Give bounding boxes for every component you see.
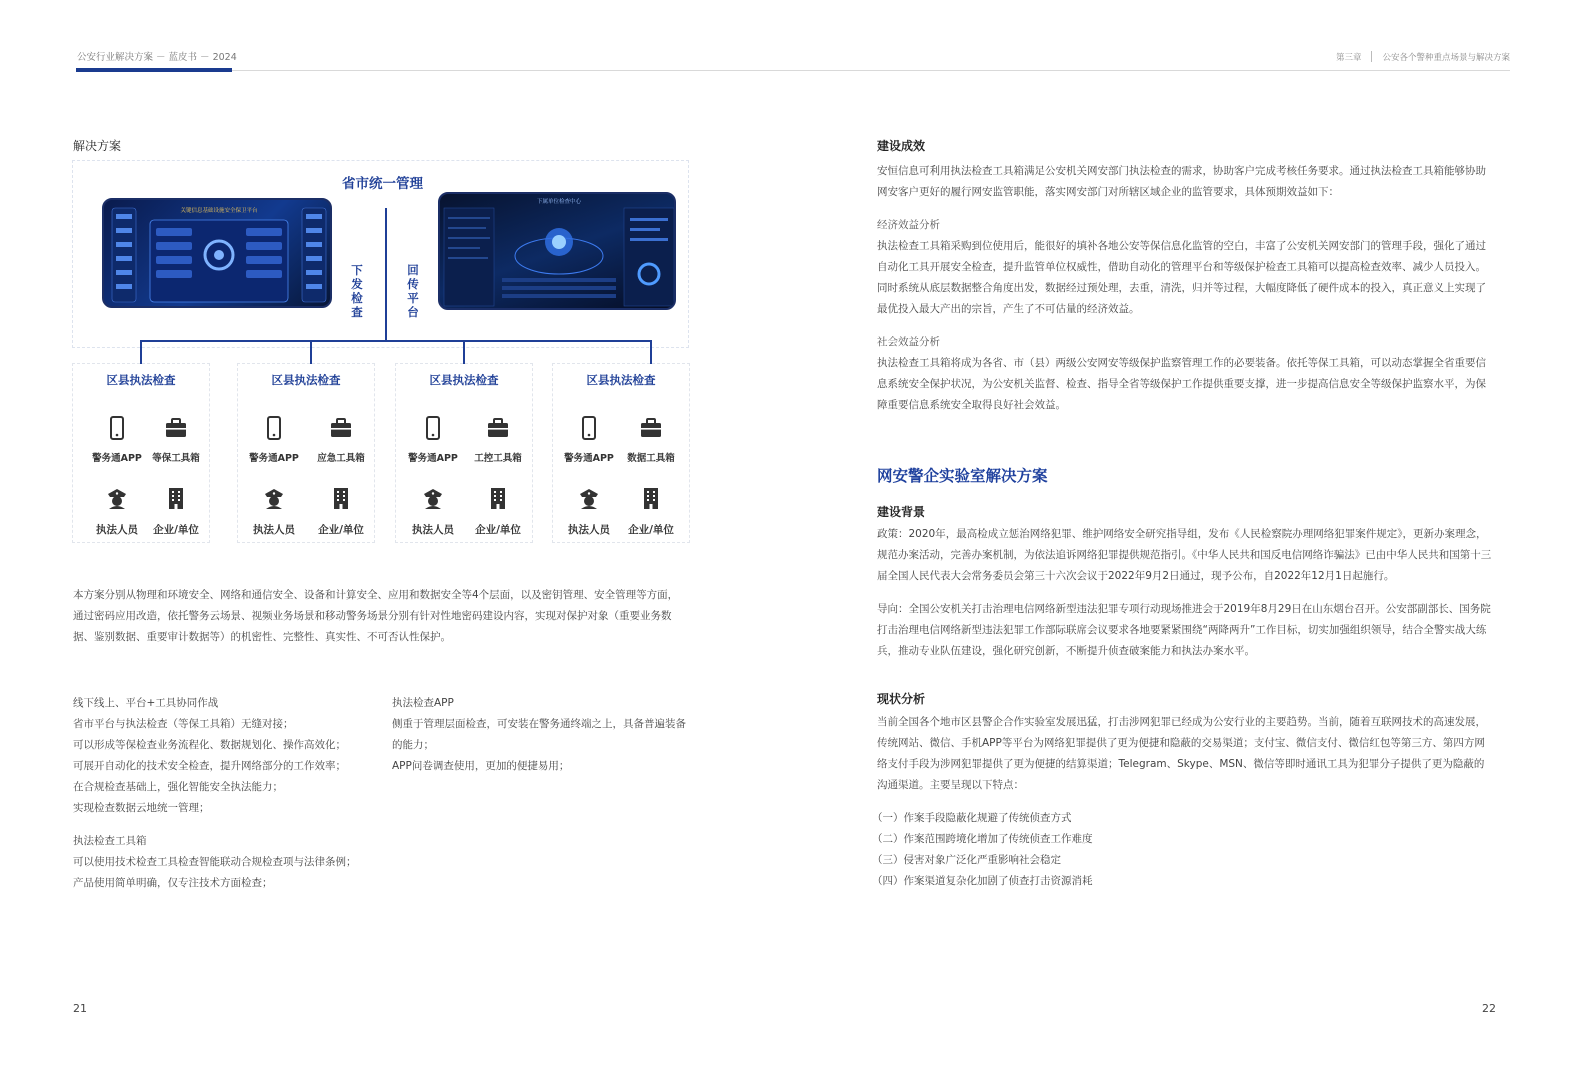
page-number-left: 21 — [73, 1002, 87, 1015]
text-line: 执法检查工具箱将成为各省、市（县）两级公安网安等级保护监察管理工作的必要装备。依托等保工具箱，可以动态掌握全省重要信 — [877, 357, 1486, 369]
toolbox-label: 应急工具箱 — [317, 453, 365, 464]
phone-icon — [577, 416, 601, 440]
police-officer-icon — [105, 486, 129, 510]
connector-drop — [140, 340, 142, 364]
text-line: 政策：2020年，最高检成立惩治网络犯罪、维护网络安全研究指导组，发布《人民检察院办理网络犯罪案件规定》，更新办案理念， — [877, 528, 1487, 540]
collab-heading: 线下线上、平台+工具协同作战 — [73, 697, 219, 709]
text-line: 通过密码应用改造，依托警务云场景、视频业务场景和移动警务场景分别有针对性地密码建设内容，实现对保护对象（重要业务数 — [73, 610, 672, 622]
text-line: 传统网站、微信、手机APP等平台为网络犯罪提供了更为便捷和隐蔽的交易渠道；支付宝、微信支付、微信红包等第三方、第四方网 — [877, 737, 1485, 749]
toolbox-icon — [164, 416, 188, 440]
building-icon — [486, 486, 510, 510]
collab-block — [73, 693, 393, 819]
officer-label: 执法人员 — [568, 524, 610, 536]
phone-icon — [105, 416, 129, 440]
results-heading: 建设成效 — [877, 139, 926, 153]
toolbox-cell — [310, 416, 372, 464]
app-cell — [86, 416, 148, 464]
list-item: 侧重于管理层面检查，可安装在警务通终端之上，具备普遍装备 — [392, 718, 686, 730]
officer-cell — [558, 486, 620, 537]
platform-screenshot-left — [102, 198, 332, 308]
list-item: 的能力； — [392, 739, 434, 751]
header-accent-bar — [76, 68, 232, 72]
phone-icon — [421, 416, 445, 440]
page-number-right: 22 — [1482, 1002, 1496, 1015]
text-line: 障重要信息系统安全取得良好社会效益。 — [877, 399, 1066, 411]
officer-cell — [402, 486, 464, 537]
status-paragraph — [877, 712, 1517, 796]
app-label: 警务通APP — [92, 453, 142, 464]
screen1-title: 关键信息基础设施安全保卫平台 — [180, 208, 258, 214]
economic-paragraph — [877, 236, 1517, 320]
list-item: 省市平台与执法检查（等保工具箱）无缝对接； — [73, 718, 294, 730]
app-label: 警务通APP — [408, 453, 458, 464]
platform-screenshot-right — [438, 192, 676, 310]
connector-horizontal — [140, 340, 652, 342]
county-box — [395, 363, 533, 543]
police-officer-icon — [421, 486, 445, 510]
enterprise-label: 企业/单位 — [475, 524, 521, 536]
county-box — [237, 363, 375, 543]
officer-cell — [243, 486, 305, 537]
building-icon — [639, 486, 663, 510]
toolbox-cell — [145, 416, 207, 464]
app-cell — [243, 416, 305, 464]
text-line: 息系统安全保护状况，为公安机关监督、检查、指导全省等级保护工作提供重要支撑，进一步提高信息安全等级保护监察水平，为保 — [877, 378, 1486, 390]
enterprise-label: 企业/单位 — [628, 524, 674, 536]
list-item: 可以使用技术检查工具检查智能联动合规检查项与法律条例； — [73, 856, 357, 868]
toolbox-icon — [329, 416, 353, 440]
county-title: 区县执法检查 — [586, 373, 656, 387]
toolbox-cell — [467, 416, 529, 464]
list-item: APP问卷调查使用，更加的便捷易用； — [392, 760, 570, 772]
enterprise-label: 企业/单位 — [318, 524, 364, 536]
list-item: （三）侵害对象广泛化严重影响社会稳定 — [872, 854, 1061, 866]
economic-heading: 经济效益分析 — [877, 219, 940, 231]
app-block — [392, 693, 702, 777]
enterprise-cell — [310, 486, 372, 537]
officer-label: 执法人员 — [412, 524, 454, 536]
status-heading: 现状分析 — [877, 692, 926, 706]
toolbox-label: 等保工具箱 — [152, 453, 200, 464]
text-line: 同时系统从底层数据整合角度出发，数据经过预处理，去重，清洗，归并等过程，大幅度降低了硬件成本的投入，真正意义上实现了 — [877, 282, 1486, 294]
toolbox-heading: 执法检查工具箱 — [73, 835, 147, 847]
section-title: 网安警企实验室解决方案 — [877, 467, 1048, 485]
connector-drop — [310, 340, 312, 364]
app-label: 警务通APP — [249, 453, 299, 464]
feature-list — [872, 808, 1272, 892]
text-line: 最优投入最大产出的宗旨，产生了不可估量的经济效益。 — [877, 303, 1140, 315]
app-heading: 执法检查APP — [392, 697, 454, 709]
officer-label: 执法人员 — [96, 524, 138, 536]
screen2-title: 下属单位检查中心 — [536, 199, 582, 205]
toolbox-block — [73, 831, 403, 894]
connector-vertical — [385, 208, 387, 340]
arrow-up-label: 回传平台 — [407, 263, 419, 319]
background-heading: 建设背景 — [877, 505, 926, 519]
text-line: 执法检查工具箱采购到位使用后，能很好的填补各地公安等保信息化监管的空白，丰富了公安机关网安部门的管理手段，强化了通过 — [877, 240, 1486, 252]
county-title: 区县执法检查 — [106, 373, 176, 387]
county-title: 区县执法检查 — [271, 373, 341, 387]
intro-paragraph — [73, 585, 703, 648]
guide-paragraph — [877, 599, 1517, 662]
text-line: 兵，推动专业队伍建设，强化研究创新，不断提升侦查破案能力和执法办案水平。 — [877, 645, 1255, 657]
list-item: （一）作案手段隐蔽化规避了传统侦查方式 — [872, 812, 1072, 824]
chapter-label: 第三章 — [1335, 53, 1362, 63]
text-line: 自动化工具开展安全检查，提升监管单位权威性，借助自动化的管理平台和等级保护检查工具箱可以提高检查效率、减少人员投入。 — [877, 261, 1486, 273]
toolbox-label: 数据工具箱 — [627, 453, 675, 464]
app-cell — [402, 416, 464, 464]
header-rule — [76, 70, 1510, 71]
chapter-title: 公安各个警种重点场景与解决方案 — [1382, 53, 1510, 63]
toolbox-label: 工控工具箱 — [474, 453, 522, 464]
results-paragraph — [877, 161, 1517, 203]
arrow-down-label: 下发检查 — [351, 263, 363, 319]
policy-paragraph — [877, 524, 1517, 587]
building-icon — [164, 486, 188, 510]
enterprise-cell — [620, 486, 682, 537]
header-separator — [1371, 51, 1372, 62]
toolbox-cell — [620, 416, 682, 464]
social-heading: 社会效益分析 — [877, 336, 940, 348]
text-line: 沟通渠道。主要呈现以下特点： — [877, 779, 1024, 791]
connector-drop — [650, 340, 652, 364]
list-item: 实现检查数据云地统一管理； — [73, 802, 210, 814]
county-box — [72, 363, 210, 543]
social-paragraph — [877, 353, 1517, 416]
diagram-title: 省市统一管理 — [342, 176, 423, 192]
app-label: 警务通APP — [564, 453, 614, 464]
enterprise-cell — [467, 486, 529, 537]
toolbox-icon — [639, 416, 663, 440]
police-officer-icon — [262, 486, 286, 510]
list-item: 可以形成等保检查业务流程化、数据规划化、操作高效化； — [73, 739, 346, 751]
building-icon — [329, 486, 353, 510]
county-box — [552, 363, 690, 543]
phone-icon — [262, 416, 286, 440]
list-item: （二）作案范围跨境化增加了传统侦查工作难度 — [872, 833, 1093, 845]
list-item: 可展开自动化的技术安全检查，提升网络部分的工作效率； — [73, 760, 346, 772]
architecture-diagram — [72, 160, 692, 548]
connector-drop — [463, 340, 465, 364]
text-line: 网安客户更好的履行网安监管职能，落实网安部门对所辖区域企业的监管要求，具体预期效益如下： — [877, 186, 1339, 198]
enterprise-cell — [145, 486, 207, 537]
text-line: 届全国人民代表大会常务委员会第三十六次会议于2022年9月2日通过，现予公布，自2022年12月1日起施行。 — [877, 570, 1395, 582]
toolbox-icon — [486, 416, 510, 440]
text-line: 当前全国各个地市区县警企合作实验室发展迅猛，打击涉网犯罪已经成为公安行业的主要趋势。当前，随着互联网技术的高速发展， — [877, 716, 1486, 728]
text-line: 打击治理电信网络新型违法犯罪工作部际联席会议要求各地要紧紧围绕“两降两升”工作目标，切实加强组织领导，结合全警实战大练 — [877, 624, 1487, 636]
officer-cell — [86, 486, 148, 537]
officer-label: 执法人员 — [253, 524, 295, 536]
text-line: 据、鉴别数据、重要审计数据等）的机密性、完整性、真实性、不可否认性保护。 — [73, 631, 451, 643]
text-line: 安恒信息可利用执法检查工具箱满足公安机关网安部门执法检查的需求，协助客户完成考核任务要求。通过执法检查工具箱能够协助 — [877, 165, 1486, 177]
county-title: 区县执法检查 — [429, 373, 499, 387]
text-line: 络支付手段为涉网犯罪提供了更为便捷的结算渠道；Telegram、Skype、MSN、微信等即时通讯工具为犯罪分子提供了更为隐蔽的 — [877, 758, 1485, 770]
app-cell — [558, 416, 620, 464]
text-line: 导向：全国公安机关打击治理电信网络新型违法犯罪专项行动现场推进会于2019年8月29日在山东烟台召开。公安部副部长、国务院 — [877, 603, 1491, 615]
enterprise-label: 企业/单位 — [153, 524, 199, 536]
text-line: 本方案分别从物理和环境安全、网络和通信安全、设备和计算安全、应用和数据安全等4个层面，以及密钥管理、安全管理等方面， — [73, 589, 679, 601]
text-line: 规范办案活动，完善办案机制，为依法追诉网络犯罪提供规范指引。《中华人民共和国反电信网络诈骗法》已由中华人民共和国第十三 — [877, 549, 1492, 561]
list-item: （四）作案渠道复杂化加剧了侦查打击资源消耗 — [872, 875, 1093, 887]
running-header-right — [1336, 51, 1510, 63]
police-officer-icon — [577, 486, 601, 510]
running-header-left: 公安行业解决方案 － 蓝皮书 － 2024 — [77, 52, 237, 63]
list-item: 产品使用简单明确，仅专注技术方面检查； — [73, 877, 273, 889]
list-item: 在合规检查基础上，强化智能安全执法能力； — [73, 781, 283, 793]
solution-heading: 解决方案 — [73, 139, 122, 153]
